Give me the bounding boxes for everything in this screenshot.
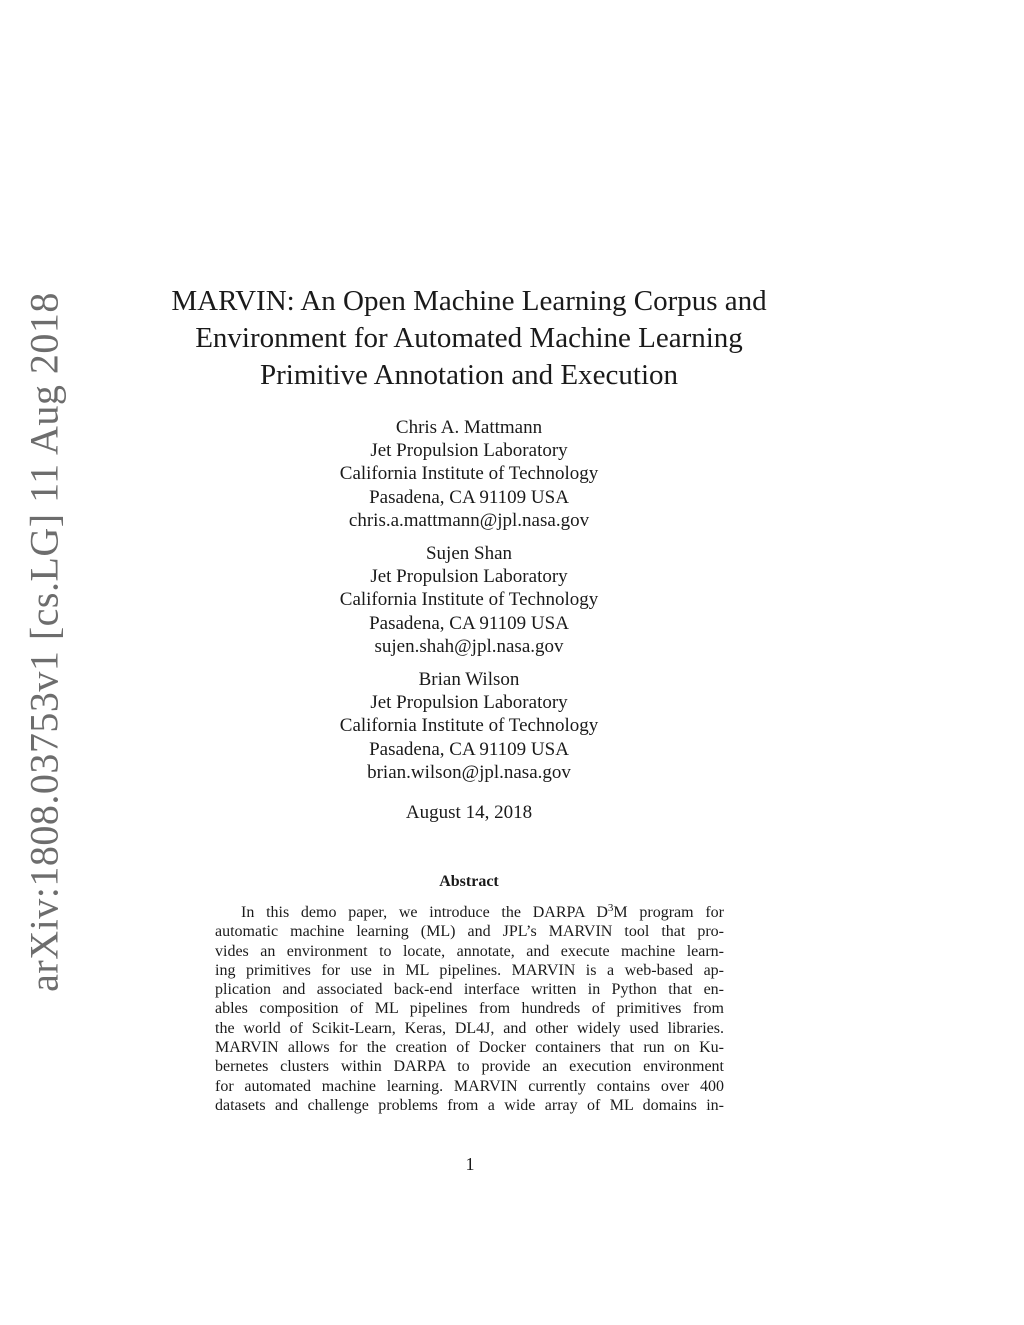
author-block	[268, 668, 670, 784]
author-list	[268, 416, 670, 794]
abstract-line: MARVIN allows for the creation of Docker containers that run on Ku-	[215, 1039, 724, 1057]
author-email: chris.a.mattmann@jpl.nasa.gov	[348, 509, 590, 531]
abstract-text: M program for	[613, 904, 724, 921]
arxiv-identifier-stamp: arXiv:1808.03753v1 [cs.LG] 11 Aug 2018	[21, 292, 67, 992]
author-lab: Jet Propulsion Laboratory	[370, 692, 568, 714]
abstract-line	[215, 903, 724, 922]
author-block	[268, 542, 670, 658]
abstract-line: ing primitives for use in ML pipelines. MARVIN is a web-based ap-	[215, 961, 724, 979]
abstract-text: In this demo paper, we introduce the DARPA D	[241, 904, 608, 921]
publication-date: August 14, 2018	[405, 802, 533, 823]
abstract-line: for automated machine learning. MARVIN currently contains over 400	[215, 1077, 724, 1095]
abstract-body	[215, 903, 724, 1115]
abstract-line: plication and associated back-end interface written in Python that en-	[215, 981, 724, 999]
abstract-line: automatic machine learning (ML) and JPL’s MARVIN tool that pro-	[215, 923, 724, 941]
abstract-line: the world of Scikit-Learn, Keras, DL4J, and other widely used libraries.	[215, 1019, 724, 1037]
page-number: 1	[465, 1154, 475, 1174]
author-email: brian.wilson@jpl.nasa.gov	[367, 761, 571, 783]
author-lab: Jet Propulsion Laboratory	[370, 566, 568, 588]
abstract-line: datasets and challenge problems from a wide array of ML domains in-	[215, 1096, 724, 1114]
paper-title	[150, 283, 788, 394]
title-line: Environment for Automated Machine Learning	[195, 322, 743, 354]
author-institute: California Institute of Technology	[339, 715, 599, 737]
abstract-line: bernetes clusters within DARPA to provide an execution environment	[215, 1058, 724, 1076]
author-institute: California Institute of Technology	[339, 589, 599, 611]
author-name: Chris A. Mattmann	[395, 417, 543, 438]
author-name: Brian Wilson	[418, 669, 520, 691]
author-email: sujen.shah@jpl.nasa.gov	[374, 635, 564, 657]
abstract-line: vides an environment to locate, annotate, and execute machine learn-	[215, 942, 724, 960]
author-address: Pasadena, CA 91109 USA	[369, 612, 569, 634]
author-address: Pasadena, CA 91109 USA	[369, 738, 569, 760]
author-name: Sujen Shan	[425, 543, 513, 565]
title-line: MARVIN: An Open Machine Learning Corpus and	[171, 285, 767, 317]
abstract-heading: Abstract	[439, 873, 499, 890]
abstract-line: ables composition of ML pipelines from hundreds of primitives from	[215, 1000, 724, 1018]
author-address: Pasadena, CA 91109 USA	[369, 486, 569, 508]
superscript: 3	[607, 902, 614, 914]
author-block	[268, 416, 670, 532]
author-lab: Jet Propulsion Laboratory	[370, 440, 568, 462]
title-line: Primitive Annotation and Execution	[259, 359, 679, 391]
author-institute: California Institute of Technology	[339, 463, 599, 485]
